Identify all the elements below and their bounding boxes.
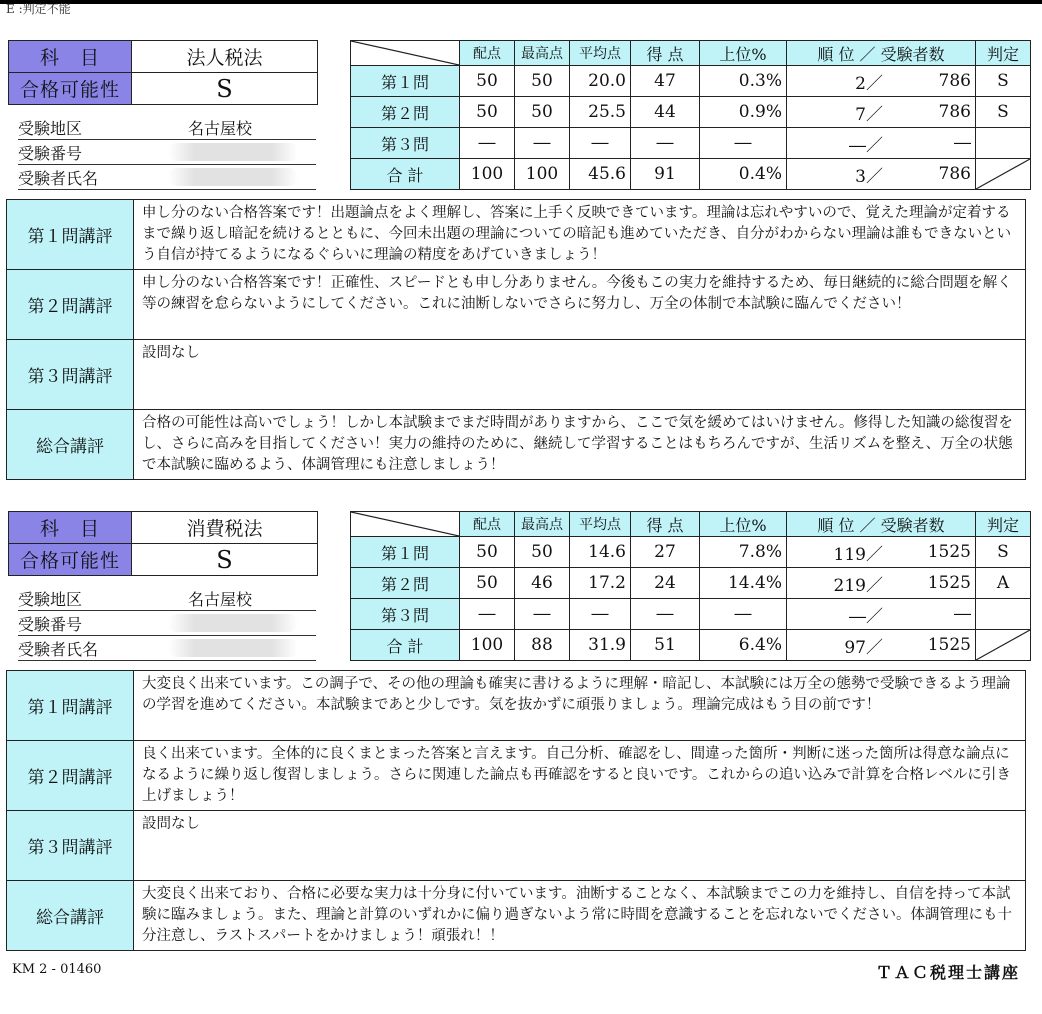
rank: 2／ xyxy=(787,66,888,97)
rank: ―／ xyxy=(787,128,888,159)
exam-area-label: 受験地区 xyxy=(18,590,83,609)
comments-table xyxy=(6,199,1026,480)
possibility-label: 合格可能性 xyxy=(9,73,132,105)
average: 31.9 xyxy=(570,630,631,661)
score: ― xyxy=(631,599,700,630)
top-percent: 0.3% xyxy=(700,66,787,97)
possibility-grade: S xyxy=(132,544,318,576)
score-table xyxy=(350,511,1031,661)
score-row xyxy=(351,568,1031,599)
comment-text: 設問なし xyxy=(142,816,200,832)
brand-name: ＴＡＣ税理士講座 xyxy=(875,963,1020,982)
examinees: ― xyxy=(887,128,976,159)
comment-text: 良く出来ています。全体的に良くまとまった答案と言えます。自己分析、確認をし、間違った箇所・判断に迷った箇所は得意な論点になるように繰り返し復習しましょう。さらに関連した論点も再確認をすると良いです。これからの追い込みで計算を合格レベルに引き上げましょう！ xyxy=(142,746,1011,804)
possibility-label: 合格可能性 xyxy=(9,544,132,576)
examinees: ― xyxy=(887,599,976,630)
subject-name: 消費税法 xyxy=(132,512,318,544)
redaction-blur xyxy=(168,639,298,657)
examinees: 786 xyxy=(887,66,976,97)
rank: 119／ xyxy=(787,537,888,568)
score-row xyxy=(351,97,1031,128)
examinees: 786 xyxy=(887,97,976,128)
average: ― xyxy=(570,599,631,630)
judgment: S xyxy=(976,537,1031,568)
judgment-empty xyxy=(976,159,1031,190)
top-percent: 14.4% xyxy=(700,568,787,599)
rank: 3／ xyxy=(787,159,888,190)
subject-label: 科 目 xyxy=(9,41,132,73)
examinee-name-label: 受験者氏名 xyxy=(18,640,99,659)
full-marks: 100 xyxy=(460,159,515,190)
judgment xyxy=(976,599,1031,630)
score: 47 xyxy=(631,66,700,97)
examinees: 1525 xyxy=(887,537,976,568)
average: 25.5 xyxy=(570,97,631,128)
top-percent: 6.4% xyxy=(700,630,787,661)
judgment: S xyxy=(976,97,1031,128)
average: 45.6 xyxy=(570,159,631,190)
score-table xyxy=(350,40,1031,190)
top-percent: 0.9% xyxy=(700,97,787,128)
subject-info xyxy=(8,511,318,576)
comment-row xyxy=(7,811,1025,881)
examinee-name-label: 受験者氏名 xyxy=(18,169,99,188)
comment-label: 第２問講評 xyxy=(7,270,134,339)
comment-row xyxy=(7,671,1025,741)
score: 27 xyxy=(631,537,700,568)
full-marks: 50 xyxy=(460,537,515,568)
score: 51 xyxy=(631,630,700,661)
header-top-percent: 上位% xyxy=(700,512,787,537)
subject-label: 科 目 xyxy=(9,512,132,544)
row-label: 合 計 xyxy=(351,630,460,661)
rank: 7／ xyxy=(787,97,888,128)
average: 17.2 xyxy=(570,568,631,599)
header-score: 得 点 xyxy=(631,512,700,537)
average: 14.6 xyxy=(570,537,631,568)
examinees: 1525 xyxy=(887,630,976,661)
subject-name: 法人税法 xyxy=(132,41,318,73)
comment-row xyxy=(7,270,1025,340)
score: 44 xyxy=(631,97,700,128)
header-rank: 順 位 ／ 受験者数 xyxy=(787,512,976,537)
row-label: 第１問 xyxy=(351,66,460,97)
examinee-name-row xyxy=(18,637,316,659)
exam-number-label: 受験番号 xyxy=(18,144,83,163)
top-border xyxy=(0,0,1042,4)
average: 20.0 xyxy=(570,66,631,97)
examinees: 1525 xyxy=(887,568,976,599)
score-row xyxy=(351,599,1031,630)
row-label: 合 計 xyxy=(351,159,460,190)
header-top-percent: 上位% xyxy=(700,41,787,66)
comments-table xyxy=(6,670,1026,951)
max-score: 100 xyxy=(515,159,570,190)
comment-label: 総合講評 xyxy=(7,410,134,479)
redaction-blur xyxy=(168,143,298,161)
rank: 97／ xyxy=(787,630,888,661)
judgment-empty xyxy=(976,630,1031,661)
comment-label: 総合講評 xyxy=(7,881,134,950)
rank: ―／ xyxy=(787,599,888,630)
exam-area-label: 受験地区 xyxy=(18,119,83,138)
full-marks: 50 xyxy=(460,66,515,97)
score-row xyxy=(351,66,1031,97)
max-score: 50 xyxy=(515,97,570,128)
header-average: 平均点 xyxy=(570,512,631,537)
examinee-name-row xyxy=(18,166,316,188)
header-full-marks: 配点 xyxy=(460,41,515,66)
comment-text: 申し分のない合格答案です！正確性、スピードとも申し分ありません。今後もこの実力を維持するため、毎日継続的に総合問題を解く等の練習を怠らないようにしてください。これに油断しないでさらに努力し、万全の体制で本試験に臨んでください！ xyxy=(142,275,1012,312)
comment-row xyxy=(7,881,1025,950)
full-marks: 100 xyxy=(460,630,515,661)
score: 91 xyxy=(631,159,700,190)
row-label: 第１問 xyxy=(351,537,460,568)
comment-row xyxy=(7,741,1025,811)
comment-text: 大変良く出来ています。この調子で、その他の理論も確実に書けるように理解・暗記し、本試験には万全の態勢で受験できるよう理論の学習を進めてください。本試験まであと少しです。気を抜かずに頑張りましょう。理論完成はもう目の前です！ xyxy=(142,676,1011,713)
score-row-total xyxy=(351,159,1031,190)
header-judgment: 判定 xyxy=(976,41,1031,66)
row-label: 第２問 xyxy=(351,97,460,128)
max-score: ― xyxy=(515,128,570,159)
score: ― xyxy=(631,128,700,159)
comment-label: 第１問講評 xyxy=(7,200,134,269)
examinees: 786 xyxy=(887,159,976,190)
exam-area-row xyxy=(18,587,316,609)
judgment-legend: E :判定不能 xyxy=(6,2,71,16)
score-row-total xyxy=(351,630,1031,661)
subject-info xyxy=(8,40,318,105)
exam-number-label: 受験番号 xyxy=(18,615,83,634)
corner-cell xyxy=(351,512,460,537)
header-full-marks: 配点 xyxy=(460,512,515,537)
top-percent: 0.4% xyxy=(700,159,787,190)
rank: 219／ xyxy=(787,568,888,599)
row-label: 第３問 xyxy=(351,128,460,159)
comment-label: 第１問講評 xyxy=(7,671,134,740)
exam-area-row xyxy=(18,116,316,138)
corner-cell xyxy=(351,41,460,66)
redaction-blur xyxy=(168,614,298,632)
exam-number-row xyxy=(18,141,316,163)
comment-text: 設問なし xyxy=(142,345,200,361)
full-marks: ― xyxy=(460,599,515,630)
max-score: 46 xyxy=(515,568,570,599)
exam-area-value: 名古屋校 xyxy=(188,590,253,609)
judgment: S xyxy=(976,66,1031,97)
comment-row xyxy=(7,340,1025,410)
header-judgment: 判定 xyxy=(976,512,1031,537)
judgment: A xyxy=(976,568,1031,599)
score-row xyxy=(351,537,1031,568)
comment-label: 第２問講評 xyxy=(7,741,134,810)
redaction-blur xyxy=(168,168,298,186)
row-label: 第３問 xyxy=(351,599,460,630)
exam-number-row xyxy=(18,612,316,634)
comment-label: 第３問講評 xyxy=(7,340,134,409)
full-marks: ― xyxy=(460,128,515,159)
comment-text: 大変良く出来ており、合格に必要な実力は十分身に付いています。油断することなく、本試験までこの力を維持し、自信を持って本試験に臨みましょう。また、理論と計算のいずれかに偏り過ぎないよう常に時間を意識することを忘れないでください。体調管理にも十分注意し、ラストスパートをかけましょう！頑張れ！！ xyxy=(142,886,1012,944)
max-score: 50 xyxy=(515,537,570,568)
header-average: 平均点 xyxy=(570,41,631,66)
max-score: 50 xyxy=(515,66,570,97)
judgment xyxy=(976,128,1031,159)
top-percent: ― xyxy=(700,128,787,159)
comment-row xyxy=(7,200,1025,270)
max-score: 88 xyxy=(515,630,570,661)
header-score: 得 点 xyxy=(631,41,700,66)
max-score: ― xyxy=(515,599,570,630)
header-rank: 順 位 ／ 受験者数 xyxy=(787,41,976,66)
full-marks: 50 xyxy=(460,97,515,128)
header-max-score: 最高点 xyxy=(515,512,570,537)
possibility-grade: S xyxy=(132,73,318,105)
score: 24 xyxy=(631,568,700,599)
row-label: 第２問 xyxy=(351,568,460,599)
average: ― xyxy=(570,128,631,159)
top-percent: ― xyxy=(700,599,787,630)
header-max-score: 最高点 xyxy=(515,41,570,66)
score-row xyxy=(351,128,1031,159)
comment-label: 第３問講評 xyxy=(7,811,134,880)
comment-text: 合格の可能性は高いでしょう！しかし本試験までまだ時間がありますから、ここで気を緩めてはいけません。修得した知識の総復習をし、さらに高みを目指してください！実力の維持のために、継続して学習することはもちろんですが、生活リズムを整え、万全の状態で本試験に臨めるよう、体調管理にも注意しましょう！ xyxy=(142,415,1013,473)
full-marks: 50 xyxy=(460,568,515,599)
document-code: KM 2 - 01460 xyxy=(12,962,102,977)
exam-area-value: 名古屋校 xyxy=(188,119,253,138)
comment-row xyxy=(7,410,1025,479)
top-percent: 7.8% xyxy=(700,537,787,568)
comment-text: 申し分のない合格答案です！出題論点をよく理解し、答案に上手く反映できています。理論は忘れやすいので、覚えた理論が定着するまで繰り返し暗記を続けるとともに、今回未出題の理論についての暗記も進めていただき、自分がわからない理論は誰もできないという自信が持てるようになるぐらいに理論の精度をあげていきましょう！ xyxy=(142,205,1012,263)
